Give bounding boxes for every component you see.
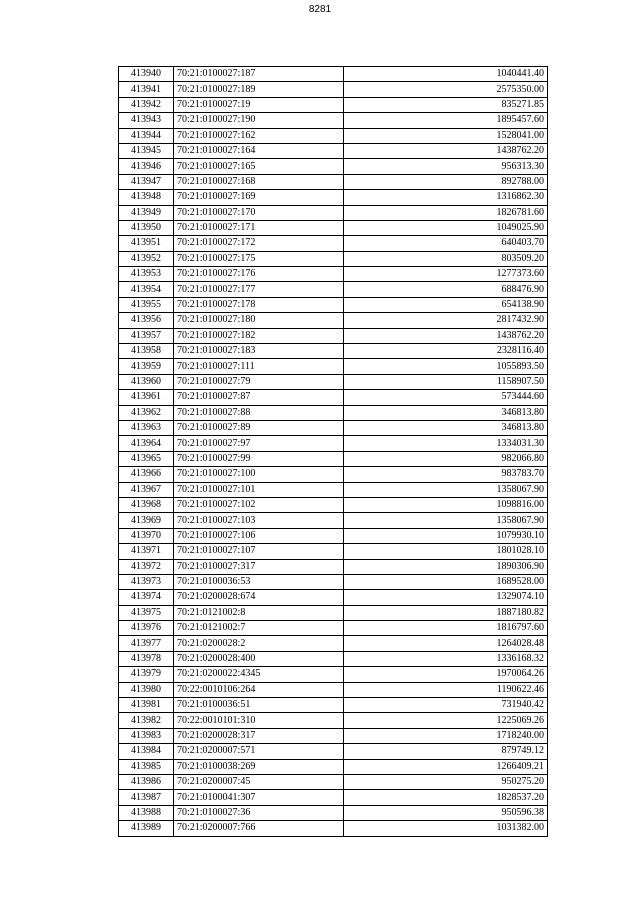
cadastral-number-cell: 70:21:0100027:317 [174,559,344,574]
table-row [119,621,548,636]
table-row [119,67,548,82]
table-row [119,251,548,266]
cadastral-value-cell: 1329074.10 [344,590,548,605]
table-row [119,651,548,666]
table-row [119,744,548,759]
cadastral-number-cell: 70:21:0200028:400 [174,651,344,666]
row-number-cell: 413964 [119,436,174,451]
cadastral-number-cell: 70:21:0100027:187 [174,67,344,82]
cadastral-value-cell: 1040441.40 [344,67,548,82]
table-row [119,97,548,112]
cadastral-value-cell: 879749.12 [344,744,548,759]
row-number-cell: 413981 [119,698,174,713]
row-number-cell: 413978 [119,651,174,666]
cadastral-number-cell: 70:21:0200007:766 [174,821,344,836]
row-number-cell: 413947 [119,174,174,189]
row-number-cell: 413962 [119,405,174,420]
cadastral-value-cell: 1316862.30 [344,190,548,205]
cadastral-value-cell: 1266409.21 [344,759,548,774]
row-number-cell: 413973 [119,574,174,589]
cadastral-value-cell: 2817432.90 [344,313,548,328]
cadastral-number-cell: 70:21:0100027:107 [174,544,344,559]
table-row [119,267,548,282]
cadastral-number-cell: 70:21:0100027:178 [174,297,344,312]
row-number-cell: 413977 [119,636,174,651]
cadastral-value-cell: 982066.80 [344,451,548,466]
table-row [119,774,548,789]
row-number-cell: 413970 [119,528,174,543]
row-number-cell: 413969 [119,513,174,528]
row-number-cell: 413965 [119,451,174,466]
table-row [119,390,548,405]
cadastral-number-cell: 70:21:0121002:7 [174,621,344,636]
table-row [119,359,548,374]
cadastral-value-cell: 1055893.50 [344,359,548,374]
cadastral-value-cell: 1970064.26 [344,667,548,682]
cadastral-value-cell: 1358067.90 [344,482,548,497]
cadastral-number-cell: 70:21:0121002:8 [174,605,344,620]
row-number-cell: 413988 [119,805,174,820]
cadastral-number-cell: 70:21:0100027:176 [174,267,344,282]
cadastral-value-cell: 1438762.20 [344,328,548,343]
cadastral-number-cell: 70:21:0100027:111 [174,359,344,374]
cadastral-number-cell: 70:21:0100027:164 [174,143,344,158]
cadastral-value-cell: 1264028.48 [344,636,548,651]
row-number-cell: 413955 [119,297,174,312]
cadastral-value-cell: 950596.38 [344,805,548,820]
table-row [119,190,548,205]
cadastral-value-cell: 688476.90 [344,282,548,297]
table-row [119,420,548,435]
cadastral-value-cell: 1438762.20 [344,143,548,158]
row-number-cell: 413983 [119,728,174,743]
row-number-cell: 413966 [119,467,174,482]
table-row [119,159,548,174]
table-row [119,544,548,559]
cadastral-number-cell: 70:21:0100027:183 [174,344,344,359]
row-number-cell: 413980 [119,682,174,697]
cadastral-value-cell: 654138.90 [344,297,548,312]
table-row [119,559,548,574]
cadastral-number-cell: 70:21:0100027:169 [174,190,344,205]
cadastral-value-cell: 1079930.10 [344,528,548,543]
cadastral-value-cell: 1689528.00 [344,574,548,589]
cadastral-value-cell: 983783.70 [344,467,548,482]
row-number-cell: 413953 [119,267,174,282]
cadastral-value-cell: 1528041.00 [344,128,548,143]
cadastral-number-cell: 70:21:0100027:100 [174,467,344,482]
cadastral-number-cell: 70:21:0100038:269 [174,759,344,774]
cadastral-value-cell: 892788.00 [344,174,548,189]
page-number: 8281 [308,4,332,15]
cadastral-value-cell: 1049025.90 [344,220,548,235]
cadastral-number-cell: 70:21:0200022:4345 [174,667,344,682]
cadastral-number-cell: 70:21:0100027:175 [174,251,344,266]
cadastral-number-cell: 70:21:0100027:180 [174,313,344,328]
table-row [119,713,548,728]
table-row [119,220,548,235]
table-row [119,605,548,620]
cadastral-number-cell: 70:21:0100027:106 [174,528,344,543]
table-row [119,821,548,836]
cadastral-value-cell: 1334031.30 [344,436,548,451]
cadastral-number-cell: 70:21:0100027:172 [174,236,344,251]
row-number-cell: 413971 [119,544,174,559]
table-row [119,174,548,189]
table-row [119,344,548,359]
cadastral-value-cell: 1826781.60 [344,205,548,220]
cadastral-value-cell: 1890306.90 [344,559,548,574]
row-number-cell: 413974 [119,590,174,605]
cadastral-number-cell: 70:21:0100027:102 [174,497,344,512]
table-row [119,374,548,389]
cadastral-value-cell: 2328116.40 [344,344,548,359]
table-row [119,805,548,820]
row-number-cell: 413972 [119,559,174,574]
row-number-cell: 413959 [119,359,174,374]
cadastral-number-cell: 70:21:0100027:36 [174,805,344,820]
table-row [119,698,548,713]
cadastral-value-cell: 731940.42 [344,698,548,713]
cadastral-value-cell: 573444.60 [344,390,548,405]
row-number-cell: 413989 [119,821,174,836]
row-number-cell: 413984 [119,744,174,759]
cadastral-value-cell: 1718240.00 [344,728,548,743]
row-number-cell: 413968 [119,497,174,512]
cadastral-number-cell: 70:21:0200007:45 [174,774,344,789]
cadastral-value-cell: 1031382.00 [344,821,548,836]
cadastral-number-cell: 70:21:0100027:171 [174,220,344,235]
cadastral-value-cell: 1801028.10 [344,544,548,559]
table-row [119,328,548,343]
row-number-cell: 413957 [119,328,174,343]
row-number-cell: 413982 [119,713,174,728]
cadastral-value-cell: 1158907.50 [344,374,548,389]
records-table-body [119,67,548,837]
row-number-cell: 413986 [119,774,174,789]
cadastral-number-cell: 70:21:0100041:307 [174,790,344,805]
row-number-cell: 413945 [119,143,174,158]
cadastral-value-cell: 2575350.00 [344,82,548,97]
row-number-cell: 413940 [119,67,174,82]
cadastral-value-cell: 803509.20 [344,251,548,266]
cadastral-number-cell: 70:21:0200028:2 [174,636,344,651]
row-number-cell: 413954 [119,282,174,297]
cadastral-value-cell: 1225069.26 [344,713,548,728]
cadastral-value-cell: 1816797.60 [344,621,548,636]
table-row [119,790,548,805]
table-row [119,313,548,328]
row-number-cell: 413950 [119,220,174,235]
cadastral-number-cell: 70:22:0010101:310 [174,713,344,728]
row-number-cell: 413975 [119,605,174,620]
cadastral-number-cell: 70:21:0200028:674 [174,590,344,605]
row-number-cell: 413961 [119,390,174,405]
cadastral-value-cell: 1358067.90 [344,513,548,528]
table-row [119,82,548,97]
cadastral-number-cell: 70:22:0010106:264 [174,682,344,697]
row-number-cell: 413963 [119,420,174,435]
table-row [119,128,548,143]
row-number-cell: 413985 [119,759,174,774]
cadastral-value-cell: 1895457.60 [344,113,548,128]
cadastral-number-cell: 70:21:0200007:571 [174,744,344,759]
table-row [119,497,548,512]
cadastral-value-cell: 950275.20 [344,774,548,789]
cadastral-number-cell: 70:21:0100027:177 [174,282,344,297]
cadastral-number-cell: 70:21:0100027:103 [174,513,344,528]
table-row [119,113,548,128]
cadastral-number-cell: 70:21:0100027:99 [174,451,344,466]
row-number-cell: 413960 [119,374,174,389]
table-row [119,728,548,743]
table-row [119,205,548,220]
cadastral-value-cell: 956313.30 [344,159,548,174]
table-row [119,574,548,589]
table-row [119,482,548,497]
cadastral-number-cell: 70:21:0100027:182 [174,328,344,343]
table-row [119,667,548,682]
cadastral-number-cell: 70:21:0100027:79 [174,374,344,389]
cadastral-value-cell: 1098816.00 [344,497,548,512]
cadastral-number-cell: 70:21:0100027:88 [174,405,344,420]
row-number-cell: 413949 [119,205,174,220]
cadastral-value-cell: 1887180.82 [344,605,548,620]
row-number-cell: 413944 [119,128,174,143]
row-number-cell: 413941 [119,82,174,97]
cadastral-number-cell: 70:21:0100036:53 [174,574,344,589]
cadastral-value-cell: 1190622.46 [344,682,548,697]
cadastral-number-cell: 70:21:0100027:19 [174,97,344,112]
cadastral-value-cell: 346813.80 [344,405,548,420]
cadastral-number-cell: 70:21:0100027:189 [174,82,344,97]
cadastral-value-cell: 1277373.60 [344,267,548,282]
cadastral-number-cell: 70:21:0100027:168 [174,174,344,189]
table-row [119,282,548,297]
table-row [119,682,548,697]
row-number-cell: 413951 [119,236,174,251]
cadastral-number-cell: 70:21:0100027:89 [174,420,344,435]
table-row [119,528,548,543]
table-row [119,436,548,451]
cadastral-value-cell: 346813.80 [344,420,548,435]
cadastral-value-cell: 1336168.32 [344,651,548,666]
table-row [119,467,548,482]
row-number-cell: 413948 [119,190,174,205]
table-row [119,451,548,466]
cadastral-number-cell: 70:21:0100027:97 [174,436,344,451]
row-number-cell: 413958 [119,344,174,359]
row-number-cell: 413979 [119,667,174,682]
table-row [119,590,548,605]
table-row [119,297,548,312]
records-table [118,66,548,837]
cadastral-number-cell: 70:21:0100027:87 [174,390,344,405]
cadastral-number-cell: 70:21:0100027:101 [174,482,344,497]
row-number-cell: 413967 [119,482,174,497]
table-row [119,636,548,651]
table-row [119,236,548,251]
cadastral-number-cell: 70:21:0100027:170 [174,205,344,220]
cadastral-number-cell: 70:21:0200028:317 [174,728,344,743]
cadastral-number-cell: 70:21:0100036:51 [174,698,344,713]
cadastral-value-cell: 835271.85 [344,97,548,112]
row-number-cell: 413946 [119,159,174,174]
cadastral-value-cell: 1828537.20 [344,790,548,805]
row-number-cell: 413952 [119,251,174,266]
table-row [119,759,548,774]
table-row [119,513,548,528]
cadastral-number-cell: 70:21:0100027:162 [174,128,344,143]
row-number-cell: 413956 [119,313,174,328]
cadastral-value-cell: 640403.70 [344,236,548,251]
cadastral-number-cell: 70:21:0100027:165 [174,159,344,174]
row-number-cell: 413976 [119,621,174,636]
row-number-cell: 413943 [119,113,174,128]
row-number-cell: 413987 [119,790,174,805]
row-number-cell: 413942 [119,97,174,112]
cadastral-number-cell: 70:21:0100027:190 [174,113,344,128]
table-row [119,405,548,420]
table-row [119,143,548,158]
